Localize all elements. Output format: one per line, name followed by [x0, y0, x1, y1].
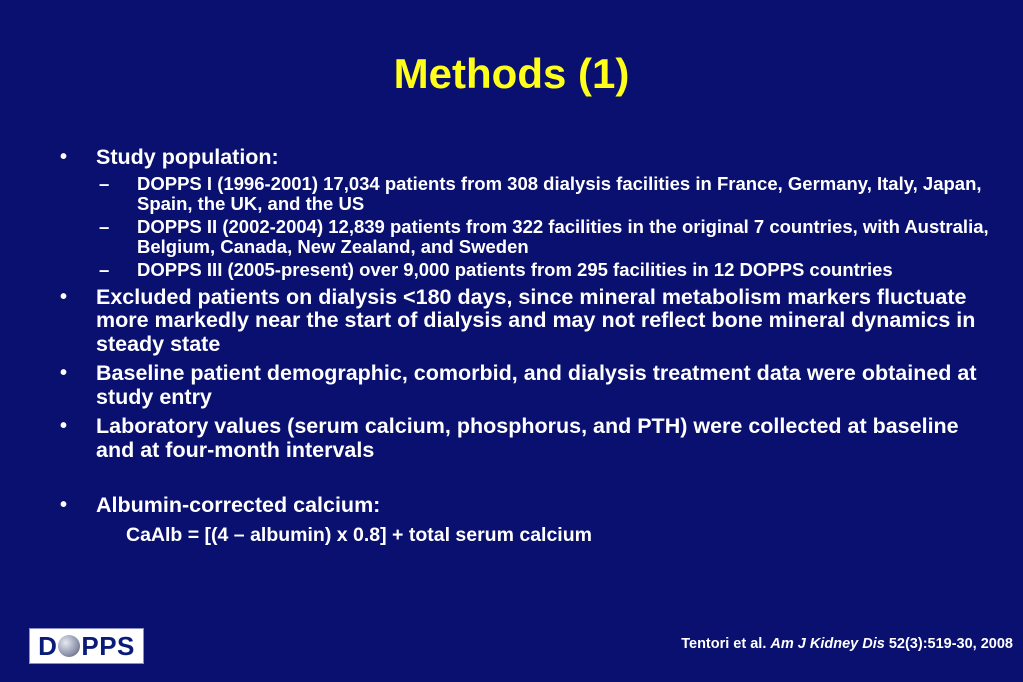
bullet-laboratory-values: • Laboratory values (serum calcium, phosphorus, and PTH) were collected at baseline and at four-month intervals [60, 415, 990, 462]
citation [681, 636, 1013, 652]
citation-journal: Am J Kidney Dis [770, 636, 885, 652]
sub-item-dopps-3: – DOPPS III (2005-present) over 9,000 patients from 295 facilities in 12 DOPPS countries [99, 260, 990, 280]
bullet-text: Albumin-corrected calcium: [96, 493, 381, 517]
sub-item-dopps-1: – DOPPS I (1996-2001) 17,034 patients from 308 dialysis facilities in France, Germany, Italy, Japan, Spain, the UK, and the US [99, 174, 990, 214]
sub-list [99, 174, 990, 280]
bullet-study-population [60, 146, 990, 280]
bullet-text: Study population: [96, 145, 279, 169]
calcium-formula: CaAlb = [(4 – albumin) x 0.8] + total serum calcium [126, 523, 592, 546]
citation-authors: Tentori et al. [681, 636, 767, 652]
slide-title: Methods (1) [393, 50, 630, 97]
globe-icon [58, 635, 80, 657]
logo-text-suffix: PPS [81, 630, 135, 661]
bullet-excluded-patients: • Excluded patients on dialysis <180 days, since mineral metabolism markers fluctuate more markedly near the start of dialysis and may not reflect bone mineral dynamics in steady state [60, 286, 990, 357]
dopps-logo [29, 628, 144, 664]
bullet-albumin-corrected-calcium [60, 494, 990, 546]
citation-ref: 52(3):519-30, 2008 [888, 636, 1013, 652]
slide-content [60, 146, 990, 552]
sub-item-dopps-2: – DOPPS II (2002-2004) 12,839 patients from 322 facilities in the original 7 countries, with Australia, Belgium, Canada, New Zealand, and Sweden [99, 217, 990, 257]
logo-text-prefix: D [38, 630, 58, 661]
spacer [60, 468, 990, 494]
bullet-baseline-data: • Baseline patient demographic, comorbid, and dialysis treatment data were obtained at study entry [60, 362, 990, 409]
